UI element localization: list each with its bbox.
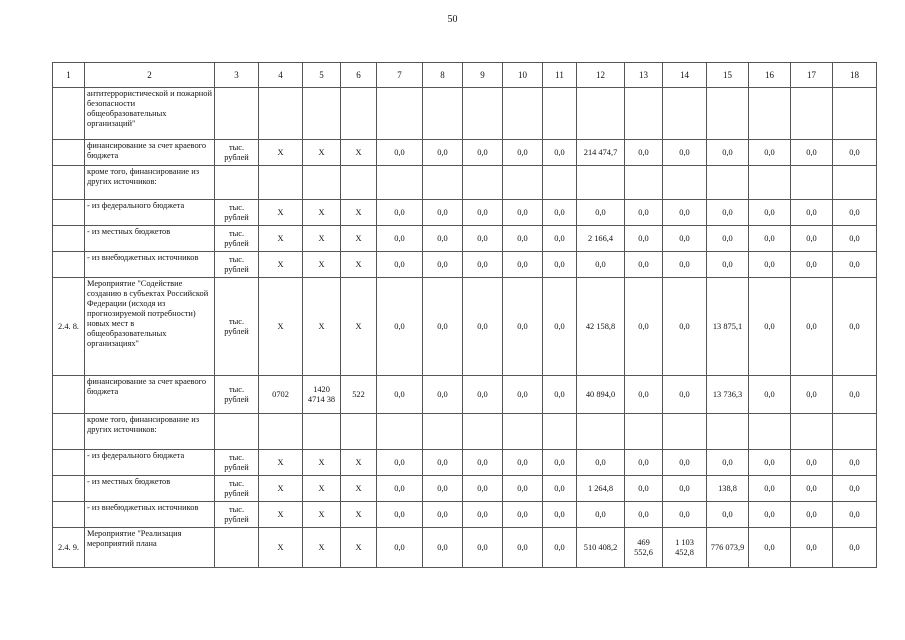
value-cell: [625, 166, 663, 200]
value-cell: Х: [259, 200, 303, 226]
value-cell: 0,0: [791, 226, 833, 252]
value-cell: [791, 166, 833, 200]
value-cell: [423, 166, 463, 200]
value-cell: Х: [303, 278, 341, 376]
row-number-cell: [53, 200, 85, 226]
value-cell: 0,0: [463, 226, 503, 252]
table-row: [53, 450, 877, 476]
value-cell: [663, 88, 707, 140]
row-label-cell: антитеррористической и пожарной безопасности общеобразовательных организаций": [85, 88, 215, 140]
value-cell: 0,0: [543, 140, 577, 166]
table-row: [53, 476, 877, 502]
value-cell: тыс. рублей: [215, 376, 259, 414]
value-cell: Х: [341, 476, 377, 502]
value-cell: 0,0: [377, 226, 423, 252]
value-cell: 0,0: [707, 140, 749, 166]
value-cell: 0,0: [707, 226, 749, 252]
value-cell: [791, 414, 833, 450]
column-header: 6: [341, 63, 377, 88]
value-cell: [215, 166, 259, 200]
value-cell: Х: [259, 226, 303, 252]
value-cell: 0,0: [791, 450, 833, 476]
value-cell: [215, 88, 259, 140]
column-header: 15: [707, 63, 749, 88]
value-cell: Х: [259, 502, 303, 528]
value-cell: 0,0: [625, 376, 663, 414]
value-cell: Х: [259, 252, 303, 278]
value-cell: 0,0: [423, 476, 463, 502]
value-cell: [503, 88, 543, 140]
value-cell: тыс. рублей: [215, 476, 259, 502]
value-cell: 0,0: [749, 200, 791, 226]
value-cell: тыс. рублей: [215, 226, 259, 252]
value-cell: 0,0: [503, 226, 543, 252]
value-cell: тыс. рублей: [215, 450, 259, 476]
row-label-cell: финансирование за счет краевого бюджета: [85, 140, 215, 166]
value-cell: тыс. рублей: [215, 502, 259, 528]
value-cell: Х: [259, 278, 303, 376]
value-cell: 0,0: [463, 376, 503, 414]
column-header: 5: [303, 63, 341, 88]
value-cell: Х: [341, 252, 377, 278]
value-cell: 0,0: [707, 200, 749, 226]
value-cell: [303, 166, 341, 200]
value-cell: [577, 166, 625, 200]
value-cell: 0,0: [543, 376, 577, 414]
value-cell: [259, 88, 303, 140]
value-cell: [423, 88, 463, 140]
value-cell: [749, 88, 791, 140]
row-number-cell: [53, 140, 85, 166]
value-cell: 0,0: [543, 502, 577, 528]
value-cell: 0,0: [503, 476, 543, 502]
value-cell: 0,0: [503, 252, 543, 278]
value-cell: 0,0: [663, 376, 707, 414]
row-label-cell: - из внебюджетных источников: [85, 252, 215, 278]
value-cell: 1 103 452,8: [663, 528, 707, 568]
value-cell: 0,0: [625, 476, 663, 502]
value-cell: [303, 88, 341, 140]
value-cell: Х: [341, 278, 377, 376]
value-cell: [707, 414, 749, 450]
value-cell: 0,0: [749, 278, 791, 376]
program-table: [52, 62, 877, 568]
value-cell: [577, 88, 625, 140]
value-cell: 0,0: [707, 252, 749, 278]
value-cell: 0,0: [625, 226, 663, 252]
value-cell: 13 736,3: [707, 376, 749, 414]
table-row: [53, 252, 877, 278]
value-cell: 2 166,4: [577, 226, 625, 252]
value-cell: 1420 4714 38: [303, 376, 341, 414]
value-cell: 0,0: [749, 450, 791, 476]
value-cell: 0,0: [749, 528, 791, 568]
row-label-cell: - из местных бюджетов: [85, 476, 215, 502]
value-cell: [543, 414, 577, 450]
table-row: [53, 414, 877, 450]
value-cell: 0,0: [791, 502, 833, 528]
table-row: [53, 528, 877, 568]
value-cell: [663, 166, 707, 200]
column-header: 9: [463, 63, 503, 88]
row-number-cell: [53, 376, 85, 414]
value-cell: [543, 88, 577, 140]
value-cell: 0,0: [377, 252, 423, 278]
value-cell: [543, 166, 577, 200]
value-cell: 40 894,0: [577, 376, 625, 414]
value-cell: 138,8: [707, 476, 749, 502]
value-cell: 0,0: [503, 502, 543, 528]
value-cell: 0,0: [543, 528, 577, 568]
value-cell: 510 408,2: [577, 528, 625, 568]
value-cell: 0,0: [791, 528, 833, 568]
value-cell: 0,0: [503, 450, 543, 476]
row-number-cell: 2.4. 8.: [53, 278, 85, 376]
value-cell: 0,0: [791, 278, 833, 376]
value-cell: 0,0: [423, 200, 463, 226]
value-cell: Х: [341, 140, 377, 166]
value-cell: Х: [303, 476, 341, 502]
value-cell: 0,0: [577, 252, 625, 278]
value-cell: 0,0: [377, 528, 423, 568]
value-cell: 0,0: [463, 528, 503, 568]
value-cell: 0,0: [749, 252, 791, 278]
value-cell: [707, 88, 749, 140]
value-cell: Х: [303, 226, 341, 252]
value-cell: 0,0: [663, 226, 707, 252]
value-cell: 0,0: [791, 140, 833, 166]
row-number-cell: [53, 476, 85, 502]
value-cell: 0,0: [625, 252, 663, 278]
table-row: [53, 278, 877, 376]
page-number: 50: [447, 14, 458, 25]
value-cell: [791, 88, 833, 140]
value-cell: [259, 166, 303, 200]
value-cell: Х: [259, 450, 303, 476]
column-header: 1: [53, 63, 85, 88]
row-label-cell: кроме того, финансирование из других источников:: [85, 166, 215, 200]
row-label-cell: - из местных бюджетов: [85, 226, 215, 252]
value-cell: 0,0: [423, 502, 463, 528]
value-cell: Х: [303, 140, 341, 166]
value-cell: 0,0: [833, 502, 877, 528]
value-cell: 0,0: [423, 140, 463, 166]
column-header: 10: [503, 63, 543, 88]
value-cell: [341, 88, 377, 140]
value-cell: Х: [259, 140, 303, 166]
value-cell: 0,0: [749, 226, 791, 252]
table-row: [53, 226, 877, 252]
value-cell: [377, 414, 423, 450]
value-cell: тыс. рублей: [215, 252, 259, 278]
row-label-cell: финансирование за счет краевого бюджета: [85, 376, 215, 414]
value-cell: Х: [303, 200, 341, 226]
value-cell: [503, 166, 543, 200]
value-cell: Х: [341, 200, 377, 226]
value-cell: 0,0: [377, 450, 423, 476]
value-cell: 0,0: [625, 140, 663, 166]
value-cell: 0,0: [663, 450, 707, 476]
table-row: [53, 88, 877, 140]
column-header: 2: [85, 63, 215, 88]
value-cell: 0,0: [503, 140, 543, 166]
value-cell: 0,0: [543, 450, 577, 476]
value-cell: 0,0: [833, 252, 877, 278]
value-cell: [463, 88, 503, 140]
value-cell: 469 552,6: [625, 528, 663, 568]
value-cell: 0,0: [663, 278, 707, 376]
value-cell: 0,0: [423, 278, 463, 376]
value-cell: 0,0: [423, 226, 463, 252]
value-cell: 0,0: [463, 476, 503, 502]
value-cell: 0,0: [503, 200, 543, 226]
value-cell: 0,0: [377, 376, 423, 414]
value-cell: 0,0: [791, 200, 833, 226]
column-header: 11: [543, 63, 577, 88]
value-cell: 0,0: [625, 502, 663, 528]
row-number-cell: [53, 450, 85, 476]
value-cell: Х: [259, 528, 303, 568]
value-cell: 0,0: [707, 450, 749, 476]
value-cell: Х: [303, 450, 341, 476]
value-cell: 0,0: [663, 476, 707, 502]
value-cell: 0,0: [833, 528, 877, 568]
value-cell: [833, 166, 877, 200]
column-header: 4: [259, 63, 303, 88]
column-header: 7: [377, 63, 423, 88]
value-cell: 0,0: [833, 278, 877, 376]
value-cell: 0,0: [791, 376, 833, 414]
value-cell: 0702: [259, 376, 303, 414]
value-cell: Х: [303, 502, 341, 528]
value-cell: 0,0: [423, 528, 463, 568]
value-cell: 0,0: [833, 200, 877, 226]
row-number-cell: [53, 166, 85, 200]
column-header: 17: [791, 63, 833, 88]
row-number-cell: [53, 226, 85, 252]
value-cell: 0,0: [833, 376, 877, 414]
value-cell: [503, 414, 543, 450]
column-header: 8: [423, 63, 463, 88]
value-cell: 0,0: [463, 502, 503, 528]
row-number-cell: 2.4. 9.: [53, 528, 85, 568]
column-header: 18: [833, 63, 877, 88]
row-label-cell: Мероприятие "Содействие созданию в субъектах Российской Федерации (исходя из прогнозируемой потребности) новых мест в общеобразовательных организациях": [85, 278, 215, 376]
column-header: 14: [663, 63, 707, 88]
value-cell: 0,0: [463, 252, 503, 278]
value-cell: 0,0: [377, 200, 423, 226]
value-cell: 0,0: [463, 140, 503, 166]
value-cell: 42 158,8: [577, 278, 625, 376]
value-cell: 0,0: [833, 140, 877, 166]
value-cell: 0,0: [749, 502, 791, 528]
value-cell: 0,0: [625, 278, 663, 376]
value-cell: 0,0: [423, 450, 463, 476]
row-label-cell: кроме того, финансирование из других источников:: [85, 414, 215, 450]
value-cell: 0,0: [543, 278, 577, 376]
value-cell: 0,0: [543, 226, 577, 252]
header-row: [53, 63, 877, 88]
value-cell: Х: [303, 252, 341, 278]
row-label-cell: - из внебюджетных источников: [85, 502, 215, 528]
value-cell: [707, 166, 749, 200]
value-cell: 0,0: [503, 376, 543, 414]
row-number-cell: [53, 502, 85, 528]
value-cell: 0,0: [791, 252, 833, 278]
value-cell: [377, 88, 423, 140]
value-cell: 0,0: [463, 450, 503, 476]
value-cell: 0,0: [833, 476, 877, 502]
column-header: 12: [577, 63, 625, 88]
value-cell: 0,0: [503, 278, 543, 376]
value-cell: Х: [341, 450, 377, 476]
value-cell: тыс. рублей: [215, 200, 259, 226]
column-header: 16: [749, 63, 791, 88]
value-cell: 0,0: [663, 502, 707, 528]
value-cell: 0,0: [749, 376, 791, 414]
row-label-cell: - из федерального бюджета: [85, 450, 215, 476]
value-cell: Х: [259, 476, 303, 502]
value-cell: [833, 414, 877, 450]
value-cell: [749, 166, 791, 200]
row-label-cell: - из федерального бюджета: [85, 200, 215, 226]
value-cell: 0,0: [625, 200, 663, 226]
value-cell: 0,0: [577, 502, 625, 528]
value-cell: [215, 414, 259, 450]
value-cell: 214 474,7: [577, 140, 625, 166]
value-cell: 0,0: [707, 502, 749, 528]
value-cell: 0,0: [833, 450, 877, 476]
table-row: [53, 140, 877, 166]
value-cell: 1 264,8: [577, 476, 625, 502]
value-cell: 0,0: [377, 476, 423, 502]
column-header: 3: [215, 63, 259, 88]
value-cell: [625, 414, 663, 450]
value-cell: [833, 88, 877, 140]
value-cell: 0,0: [377, 502, 423, 528]
value-cell: 522: [341, 376, 377, 414]
value-cell: 0,0: [749, 140, 791, 166]
value-cell: Х: [303, 528, 341, 568]
row-number-cell: [53, 88, 85, 140]
value-cell: 0,0: [463, 278, 503, 376]
row-number-cell: [53, 252, 85, 278]
value-cell: [423, 414, 463, 450]
value-cell: [625, 88, 663, 140]
value-cell: [303, 414, 341, 450]
row-label-cell: Мероприятие "Реализация мероприятий плана: [85, 528, 215, 568]
value-cell: 0,0: [663, 200, 707, 226]
value-cell: 0,0: [625, 450, 663, 476]
value-cell: Х: [341, 502, 377, 528]
value-cell: 0,0: [577, 200, 625, 226]
table-row: [53, 376, 877, 414]
value-cell: [341, 414, 377, 450]
value-cell: [215, 528, 259, 568]
value-cell: [341, 166, 377, 200]
value-cell: [377, 166, 423, 200]
value-cell: 13 875,1: [707, 278, 749, 376]
value-cell: 0,0: [749, 476, 791, 502]
value-cell: [577, 414, 625, 450]
value-cell: [463, 166, 503, 200]
value-cell: тыс. рублей: [215, 278, 259, 376]
value-cell: Х: [341, 226, 377, 252]
value-cell: 0,0: [543, 252, 577, 278]
value-cell: 776 073,9: [707, 528, 749, 568]
value-cell: 0,0: [503, 528, 543, 568]
value-cell: 0,0: [577, 450, 625, 476]
value-cell: [663, 414, 707, 450]
column-header: 13: [625, 63, 663, 88]
row-number-cell: [53, 414, 85, 450]
table-row: [53, 502, 877, 528]
value-cell: 0,0: [833, 226, 877, 252]
value-cell: 0,0: [543, 476, 577, 502]
value-cell: [463, 414, 503, 450]
value-cell: [259, 414, 303, 450]
table-row: [53, 200, 877, 226]
value-cell: 0,0: [663, 252, 707, 278]
value-cell: 0,0: [663, 140, 707, 166]
value-cell: 0,0: [377, 278, 423, 376]
value-cell: Х: [341, 528, 377, 568]
value-cell: 0,0: [791, 476, 833, 502]
value-cell: 0,0: [463, 200, 503, 226]
value-cell: 0,0: [377, 140, 423, 166]
value-cell: тыс. рублей: [215, 140, 259, 166]
value-cell: 0,0: [423, 252, 463, 278]
value-cell: 0,0: [543, 200, 577, 226]
table-row: [53, 166, 877, 200]
value-cell: 0,0: [423, 376, 463, 414]
value-cell: [749, 414, 791, 450]
